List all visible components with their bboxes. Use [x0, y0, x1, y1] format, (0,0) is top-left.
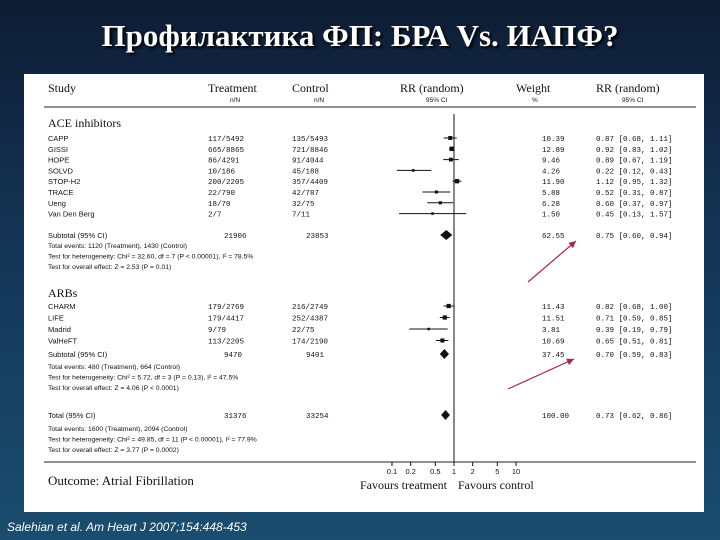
ci-value: 0.60 [0.37, 0.97]	[596, 200, 673, 209]
ci-value: 0.45 [0.13, 1.57]	[596, 211, 673, 220]
point-estimate	[455, 179, 459, 183]
control-value: 174/2190	[292, 338, 329, 347]
stats-note: Test for overall effect: Z = 3.77 (P = 0.0002)	[48, 447, 179, 454]
point-estimate	[431, 212, 434, 215]
favours-treatment-label: Favours treatment	[360, 478, 447, 492]
treatment-value: 18/70	[208, 200, 231, 209]
axis-tick-label: 0.2	[405, 467, 416, 476]
subtotal-treatment: 21906	[224, 233, 247, 241]
weight-value: 9.46	[542, 157, 561, 166]
weight-value: 11.90	[542, 179, 565, 188]
axis-tick-label: 0.5	[430, 467, 441, 476]
control-value: 252/4387	[292, 315, 329, 324]
citation: Salehian et al. Am Heart J 2007;154:448-453	[7, 520, 247, 534]
axis-tick-label: 0.1	[386, 467, 398, 476]
header-rr: RR (random)	[400, 81, 464, 95]
stats-note: Test for overall effect: Z = 2.53 (P = 0.01)	[48, 264, 172, 271]
weight-value: 10.69	[542, 338, 565, 347]
stats-note: Test for heterogeneity: Chi² = 49.85, df = 11 (P < 0.00001), I² = 77.9%	[48, 436, 257, 444]
study-label: Van Den Berg	[48, 209, 95, 219]
stats-note: Total events: 480 (Treatment), 664 (Control)	[48, 364, 180, 371]
subtotal-ci: 0.70 [0.59, 0.83]	[596, 352, 673, 360]
treatment-value: 22/790	[208, 190, 236, 198]
weight-value: 10.39	[542, 136, 565, 144]
total-weight: 100.00	[542, 413, 570, 421]
header-rr2: RR (random)	[596, 81, 660, 95]
point-estimate	[440, 338, 444, 342]
stats-note: Total events: 1600 (Treatment), 2094 (Control)	[48, 426, 188, 433]
control-value: 22/75	[292, 327, 315, 335]
study-label: TRACE	[48, 188, 74, 197]
treatment-value: 86/4291	[208, 157, 240, 166]
slide-title: Профилактика ФП: БРА Vs. ИАПФ?	[101, 18, 619, 53]
control-value: 45/188	[292, 168, 320, 177]
group-title-arbs: ARBs	[48, 286, 78, 300]
header-control-sub: n/N	[314, 97, 325, 104]
treatment-value: 2/7	[208, 211, 222, 220]
stats-note: Test for heterogeneity: Chi² = 32.60, df = 7 (P < 0.00001), I² = 78.5%	[48, 253, 254, 261]
header-study: Study	[48, 81, 77, 95]
treatment-value: 113/2205	[208, 338, 245, 347]
subtotal-weight: 37.45	[542, 352, 565, 360]
treatment-value: 10/186	[208, 168, 236, 177]
header-treatment: Treatment	[208, 81, 257, 95]
treatment-value: 179/4417	[208, 315, 245, 324]
ci-value: 0.65 [0.51, 0.81]	[596, 338, 673, 347]
forest-plot-panel	[24, 74, 704, 512]
ci-value: 0.22 [0.12, 0.43]	[596, 168, 673, 177]
point-estimate	[443, 315, 447, 319]
subtotal-treatment: 9470	[224, 352, 243, 360]
point-estimate	[447, 304, 451, 308]
weight-value: 3.81	[542, 327, 561, 335]
ci-value: 0.87 [0.68, 1.11]	[596, 136, 673, 144]
point-estimate	[427, 328, 430, 331]
weight-value: 11.51	[542, 315, 565, 324]
header-rr-sub: 95% CI	[426, 97, 448, 104]
forest-plot	[24, 74, 704, 512]
weight-value: 5.88	[542, 190, 561, 198]
point-estimate	[449, 158, 453, 162]
weight-value: 11.43	[542, 304, 565, 312]
subtotal-control: 9401	[306, 352, 325, 360]
point-estimate	[450, 147, 454, 151]
study-label: LIFE	[48, 313, 64, 323]
total-ci: 0.73 [0.62, 0.86]	[596, 413, 673, 421]
weight-value: 12.89	[542, 146, 565, 155]
header-control: Control	[292, 81, 329, 95]
study-label: STOP-H2	[48, 177, 81, 187]
favours-control-label: Favours control	[458, 478, 534, 492]
subtotal-diamond-ace	[440, 230, 452, 240]
ci-value: 0.39 [0.19, 0.79]	[596, 327, 673, 335]
ci-value: 0.89 [0.67, 1.19]	[596, 157, 673, 166]
ci-value: 0.71 [0.59, 0.85]	[596, 315, 673, 324]
control-value: 721/8846	[292, 146, 329, 155]
study-label: SOLVD	[48, 166, 73, 176]
header-treatment-sub: n/N	[230, 97, 241, 104]
subtotal-label: Subtotal (95% CI)	[48, 350, 108, 359]
outcome-label: Outcome: Atrial Fibrillation	[48, 473, 194, 488]
total-label: Total (95% CI)	[48, 411, 96, 420]
axis-tick-label: 2	[470, 467, 475, 476]
treatment-value: 117/5492	[208, 136, 245, 144]
weight-value: 4.26	[542, 168, 561, 177]
stats-note: Test for overall effect: Z = 4.06 (P < 0.0001)	[48, 385, 179, 392]
control-value: 7/11	[292, 211, 311, 220]
subtotal-diamond-arbs	[440, 349, 449, 359]
subtotal-control: 23853	[306, 233, 329, 241]
study-label: Ueng	[48, 198, 66, 208]
stats-note: Total events: 1120 (Treatment), 1430 (Control)	[48, 243, 188, 250]
ci-value: 1.12 [0.95, 1.32]	[596, 179, 673, 188]
total-control: 33254	[306, 413, 329, 421]
ci-value: 0.52 [0.31, 0.87]	[596, 190, 673, 198]
control-value: 216/2749	[292, 304, 329, 312]
header-weight-sub: %	[532, 97, 538, 104]
total-diamond	[441, 410, 450, 420]
axis-tick-label: 5	[495, 467, 500, 476]
study-label: Madrid	[48, 325, 71, 334]
control-value: 91/4044	[292, 157, 324, 166]
control-value: 42/787	[292, 190, 320, 198]
treatment-value: 9/79	[208, 327, 227, 335]
study-label: CAPP	[48, 134, 69, 143]
control-value: 357/4409	[292, 179, 329, 188]
study-label: ValHeFT	[48, 336, 78, 346]
treatment-value: 179/2769	[208, 304, 245, 312]
highlight-arrow-arbs-shaft	[508, 359, 574, 389]
highlight-arrow-ace-shaft	[528, 241, 576, 282]
header-weight: Weight	[516, 81, 551, 95]
axis-tick-label: 10	[511, 467, 521, 476]
subtotal-weight: 62.55	[542, 233, 565, 241]
point-estimate	[439, 201, 442, 204]
ci-value: 0.82 [0.68, 1.00]	[596, 304, 673, 312]
weight-value: 6.28	[542, 200, 561, 209]
stats-note: Test for heterogeneity: Chi² = 5.72, df = 3 (P = 0.13), I² = 47.5%	[48, 374, 239, 382]
header-rr2-sub: 95% CI	[622, 97, 644, 104]
total-treatment: 31376	[224, 413, 247, 421]
control-value: 32/75	[292, 200, 315, 209]
ci-value: 0.92 [0.83, 1.02]	[596, 146, 673, 155]
treatment-value: 200/2205	[208, 179, 245, 188]
subtotal-ci: 0.75 [0.60, 0.94]	[596, 233, 673, 241]
study-label: GISSI	[48, 144, 69, 154]
group-title-ace: ACE inhibitors	[48, 116, 122, 130]
study-label: CHARM	[48, 302, 76, 311]
axis-tick-label: 1	[451, 467, 457, 476]
point-estimate	[448, 136, 452, 140]
study-label: HOPE	[48, 155, 70, 165]
point-estimate	[435, 190, 438, 193]
control-value: 135/5493	[292, 136, 329, 144]
point-estimate	[412, 169, 415, 172]
weight-value: 1.50	[542, 211, 561, 220]
treatment-value: 665/8865	[208, 146, 245, 155]
subtotal-label: Subtotal (95% CI)	[48, 231, 108, 240]
